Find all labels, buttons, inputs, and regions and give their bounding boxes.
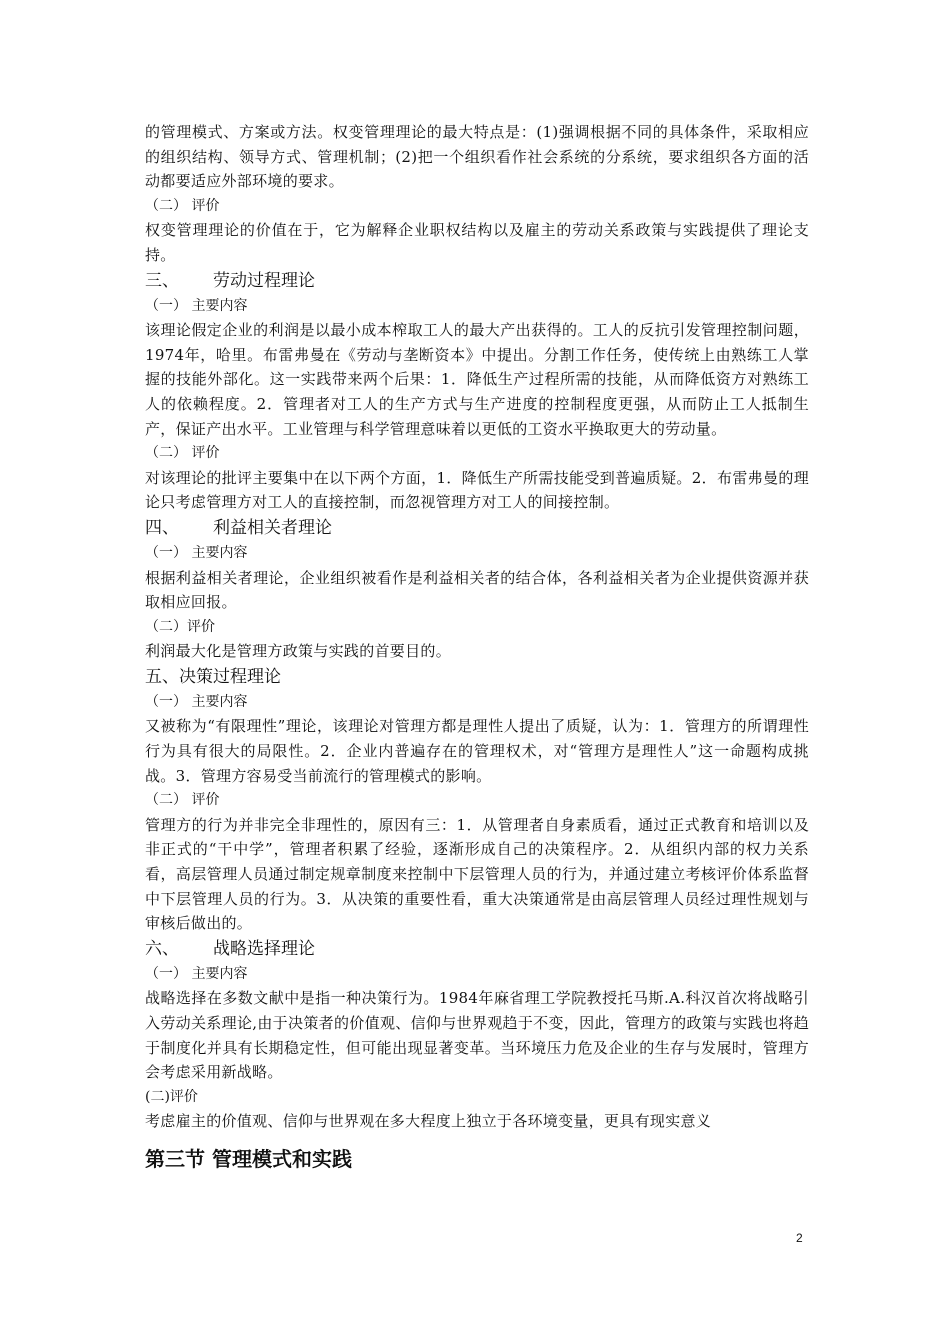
section-title: 战略选择理论 (213, 938, 315, 959)
paragraph: 考虑雇主的价值观、信仰与世界观在多大程度上独立于各环境变量，更具有现实意义 (145, 1112, 712, 1131)
section-number: 三、 (145, 270, 179, 291)
section-title: 决策过程理论 (179, 666, 281, 687)
section-title: 劳动过程理论 (213, 270, 315, 291)
section-title: 利益相关者理论 (213, 517, 332, 538)
section-heading (145, 268, 809, 294)
paragraph: 又被称为“有限理性”理论，该理论对管理方都是理性人提出了质疑，认为：1．管理方的所谓理性行为具有很大的局限性。2．企业内普遍存在的管理权术，对“管理方是理性人”这一命题构成挑战。3．管理方容易受当前流行的管理模式的影响。 (145, 717, 809, 785)
chapter-heading: 第三节 管理模式和实践 (145, 1146, 352, 1171)
section-heading (145, 515, 809, 541)
subheading: （二）评价 (145, 618, 215, 635)
paragraph: 的管理模式、方案或方法。权变管理理论的最大特点是：(1)强调根据不同的具体条件，采取相应的组织结构、领导方式、管理机制；(2)把一个组织看作社会系统的分系统，要求组织各方面的活动都要适应外部环境的要求。 (145, 123, 809, 191)
subheading: （一） 主要内容 (145, 693, 248, 710)
section-number: 四、 (145, 517, 179, 538)
subheading: （二） 评价 (145, 445, 220, 462)
page-number: 2 (796, 1231, 803, 1245)
paragraph: 管理方的行为并非完全非理性的，原因有三：1．从管理者自身素质看，通过正式教育和培训以及非正式的“干中学”，管理者积累了经验，逐渐形成自己的决策程序。2．从组织内部的权力关系看，高层管理人员通过制定规章制度来控制中下层管理人员的行为，并通过建立考核评价体系监督中下层管理人员的行为。3．从决策的重要性看，重大决策通常是由高层管理人员经过理性规划与审核后做出的。 (145, 815, 809, 933)
subheading: （一） 主要内容 (145, 965, 248, 982)
section-number: 六、 (145, 938, 179, 959)
paragraph: 对该理论的批评主要集中在以下两个方面，1．降低生产所需技能受到普遍质疑。2．布雷弗曼的理论只考虑管理方对工人的直接控制，而忽视管理方对工人的间接控制。 (145, 468, 809, 512)
section-heading (145, 664, 809, 690)
paragraph: 利润最大化是管理方政策与实践的首要目的。 (145, 642, 452, 661)
paragraph: 该理论假定企业的利润是以最小成本榨取工人的最大产出获得的。工人的反抗引发管理控制问题，1974年，哈里。布雷弗曼在《劳动与垄断资本》中提出。分割工作任务，使传统上由熟练工人掌握的技能外部化。这一实践带来两个后果：1．降低生产过程所需的技能，从而降低资方对熟练工人的依赖程度。2．管理者对工人的生产方式与生产进度的控制程度更强，从而防止工人抵制生产，保证产出水平。工业管理与科学管理意味着以更低的工资水平换取更大的劳动量。 (145, 321, 809, 438)
document-body (145, 120, 809, 1174)
subheading: （二） 评价 (145, 792, 220, 809)
paragraph: 根据利益相关者理论，企业组织被看作是利益相关者的结合体，各利益相关者为企业提供资源并获取相应回报。 (145, 568, 809, 612)
subheading: （一） 主要内容 (145, 544, 248, 561)
subheading: (二)评价 (145, 1088, 198, 1105)
paragraph: 战略选择在多数文献中是指一种决策行为。1984年麻省理工学院教授托马斯.A.科汉首次将战略引入劳动关系理论,由于决策者的价值观、信仰与世界观趋于不变，因此，管理方的政策与实践也将趋于制度化并具有长期稳定性，但可能出现显著变革。当环境压力危及企业的生存与发展时，管理方会考虑采用新战略。 (145, 989, 809, 1082)
subheading: （二） 评价 (145, 197, 220, 214)
section-number: 五、 (145, 666, 179, 687)
section-heading (145, 936, 809, 962)
paragraph: 权变管理理论的价值在于，它为解释企业职权结构以及雇主的劳动关系政策与实践提供了理论支持。 (145, 221, 809, 264)
subheading: （一） 主要内容 (145, 297, 248, 314)
